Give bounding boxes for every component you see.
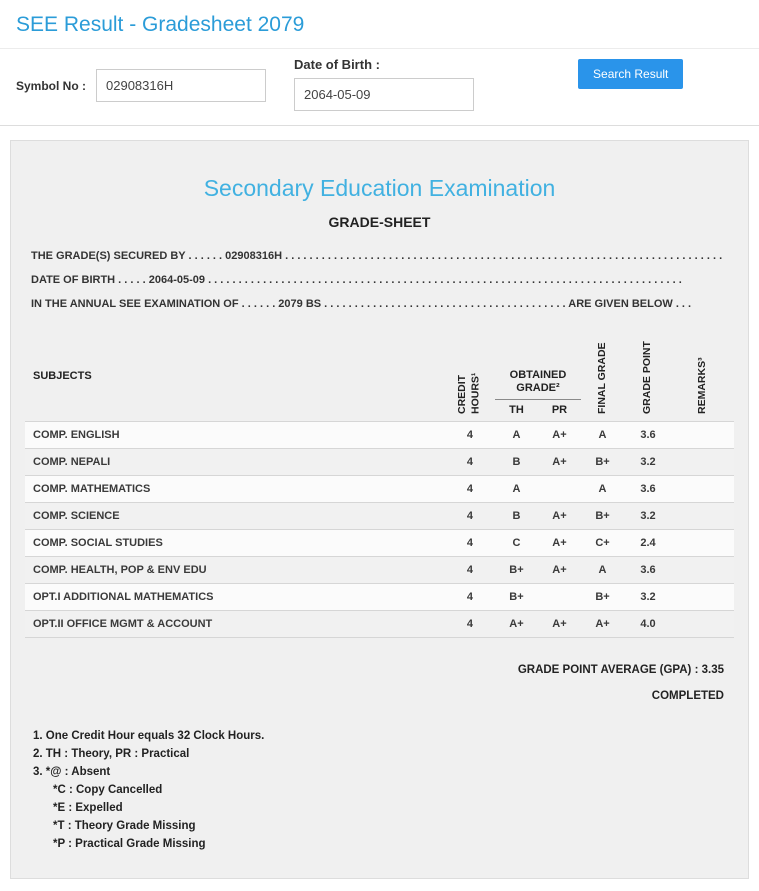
grades-table xyxy=(25,330,734,638)
grade-point-cell: 3.2 xyxy=(624,503,672,530)
page-title: SEE Result - Gradesheet 2079 xyxy=(16,13,305,36)
table-row xyxy=(25,476,734,503)
pr-grade-cell xyxy=(538,584,581,611)
remarks-cell xyxy=(672,530,734,557)
remarks-cell xyxy=(672,584,734,611)
exam-heading: Secondary Education Examination xyxy=(203,175,556,201)
table-row xyxy=(25,503,734,530)
th-grade-cell: B xyxy=(495,449,538,476)
remarks-cell xyxy=(672,611,734,638)
grades-table-header xyxy=(25,330,734,422)
final-grade-cell: B+ xyxy=(581,449,624,476)
pr-grade-cell: A+ xyxy=(538,611,581,638)
final-grade-cell: A xyxy=(581,557,624,584)
final-grade-cell: A+ xyxy=(581,611,624,638)
secured-by-line: THE GRADE(S) SECURED BY . . . . . . 02908316H . . . . . . . . . . . . . . . . . . . . . . . . . . . . . . . . . . . . . . . . . . . . . . . . . . . . . . . . . . . . . . . . . . . . . . . . xyxy=(31,250,723,262)
pr-grade-cell: A+ xyxy=(538,557,581,584)
pr-grade-cell: A+ xyxy=(538,449,581,476)
pr-grade-cell: A+ xyxy=(538,503,581,530)
final-grade-cell: B+ xyxy=(581,503,624,530)
final-grade-cell: B+ xyxy=(581,584,624,611)
pr-header: PR xyxy=(551,403,568,416)
symbol-no-input[interactable] xyxy=(96,69,266,102)
final-grade-cell: A xyxy=(581,422,624,449)
exam-year-line: IN THE ANNUAL SEE EXAMINATION OF . . . . . . 2079 BS . . . . . . . . . . . . . . . . . . . . . . . . . . . . . . . . . . . . . . . . ARE GIVEN BELOW . . . xyxy=(31,298,692,310)
grades-table-body xyxy=(25,422,734,638)
th-grade-cell: B+ xyxy=(495,557,538,584)
th-grade-cell: A+ xyxy=(495,611,538,638)
search-bar xyxy=(0,49,759,126)
final-grade-cell: A xyxy=(581,476,624,503)
th-grade-cell: B+ xyxy=(495,584,538,611)
credit-hours-header xyxy=(445,330,495,422)
final-grade-header-label: FINAL GRADE xyxy=(595,342,608,414)
grade-point-cell: 4.0 xyxy=(624,611,672,638)
credit-hours-header-label: CREDIT HOURS¹ xyxy=(456,372,482,414)
subject-cell: COMP. HEALTH, POP & ENV EDU xyxy=(25,557,445,584)
obtained-grade-header: OBTAINED GRADE² xyxy=(495,330,581,400)
subject-cell: COMP. SOCIAL STUDIES xyxy=(25,530,445,557)
note-line: *T : Theory Grade Missing xyxy=(53,820,196,832)
th-grade-cell: B xyxy=(495,503,538,530)
note-line: 3. *@ : Absent xyxy=(33,766,111,778)
credit-cell: 4 xyxy=(445,584,495,611)
credit-cell: 4 xyxy=(445,476,495,503)
credit-cell: 4 xyxy=(445,422,495,449)
subject-cell: COMP. MATHEMATICS xyxy=(25,476,445,503)
grade-point-cell: 3.6 xyxy=(624,422,672,449)
dob-label: Date of Birth : xyxy=(294,57,380,72)
final-grade-header xyxy=(581,330,624,422)
grade-point-cell: 3.6 xyxy=(624,557,672,584)
table-row xyxy=(25,611,734,638)
subject-cell: COMP. SCIENCE xyxy=(25,503,445,530)
grade-point-header xyxy=(624,330,672,422)
table-row xyxy=(25,557,734,584)
pr-grade-cell xyxy=(538,476,581,503)
note-line: *C : Copy Cancelled xyxy=(53,784,163,796)
gradesheet-subheading: GRADE-SHEET xyxy=(328,214,431,230)
credit-cell: 4 xyxy=(445,530,495,557)
pr-grade-cell: A+ xyxy=(538,530,581,557)
credit-cell: 4 xyxy=(445,503,495,530)
symbol-no-label: Symbol No : xyxy=(16,78,87,93)
page-header xyxy=(0,0,759,49)
credit-cell: 4 xyxy=(445,557,495,584)
note-line: 2. TH : Theory, PR : Practical xyxy=(33,748,190,760)
th-grade-cell: A xyxy=(495,422,538,449)
table-row xyxy=(25,422,734,449)
symbol-no-group xyxy=(16,69,266,102)
grade-point-cell: 3.2 xyxy=(624,449,672,476)
remarks-cell xyxy=(672,449,734,476)
footnotes xyxy=(25,730,734,850)
th-grade-cell: C xyxy=(495,530,538,557)
table-row xyxy=(25,449,734,476)
final-grade-cell: C+ xyxy=(581,530,624,557)
credit-cell: 4 xyxy=(445,611,495,638)
subject-cell: COMP. ENGLISH xyxy=(25,422,445,449)
grade-point-header-label: GRADE POINT xyxy=(641,341,654,414)
dob-input[interactable] xyxy=(294,78,474,111)
remarks-cell xyxy=(672,422,734,449)
remarks-header-label: REMARKS³ xyxy=(696,357,709,414)
note-line: 1. One Credit Hour equals 32 Clock Hours. xyxy=(33,730,265,742)
remarks-cell xyxy=(672,557,734,584)
remarks-cell xyxy=(672,476,734,503)
grade-point-cell: 2.4 xyxy=(624,530,672,557)
subjects-header: SUBJECTS xyxy=(33,369,92,382)
dob-group xyxy=(294,57,474,111)
result-panel xyxy=(10,140,749,879)
remarks-header xyxy=(672,330,734,422)
th-header: TH xyxy=(509,403,524,416)
note-line: *P : Practical Grade Missing xyxy=(53,838,206,850)
pr-grade-cell: A+ xyxy=(538,422,581,449)
table-row xyxy=(25,584,734,611)
date-of-birth-line: DATE OF BIRTH . . . . . 2064-05-09 . . . . . . . . . . . . . . . . . . . . . . . . . . . . . . . . . . . . . . . . . . . . . . . . . . . . . . . . . . . . . . . . . . . . . . . . . . . . . . xyxy=(31,274,682,286)
subject-cell: OPT.II OFFICE MGMT & ACCOUNT xyxy=(25,611,445,638)
gpa-summary: GRADE POINT AVERAGE (GPA) : 3.35 xyxy=(517,664,724,676)
completion-status: COMPLETED xyxy=(651,690,724,702)
grade-point-cell: 3.2 xyxy=(624,584,672,611)
remarks-cell xyxy=(672,503,734,530)
subject-cell: COMP. NEPALI xyxy=(25,449,445,476)
subject-cell: OPT.I ADDITIONAL MATHEMATICS xyxy=(25,584,445,611)
th-grade-cell: A xyxy=(495,476,538,503)
grade-point-cell: 3.6 xyxy=(624,476,672,503)
note-line: *E : Expelled xyxy=(53,802,123,814)
table-row xyxy=(25,530,734,557)
credit-cell: 4 xyxy=(445,449,495,476)
search-result-button[interactable]: Search Result xyxy=(578,59,683,89)
